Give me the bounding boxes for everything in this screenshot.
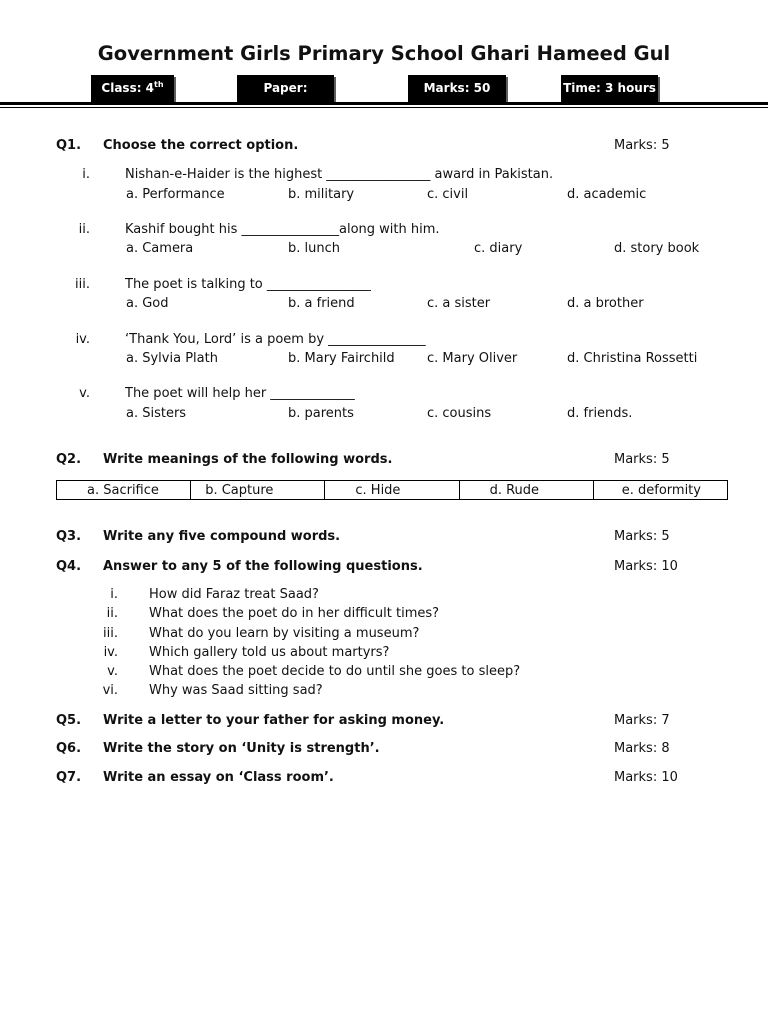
q5-marks: Marks: 7: [614, 713, 670, 728]
word-cell: e. deformity: [593, 481, 727, 500]
word-cell: d. Rude: [459, 481, 593, 500]
option-d: d. Christina Rossetti: [567, 351, 698, 366]
q1-text: Choose the correct option.: [103, 138, 299, 153]
q1-number: Q1.: [56, 138, 82, 153]
option-a: a. Sisters: [126, 406, 187, 421]
q6-text: Write the story on ‘Unity is strength’.: [103, 741, 380, 756]
word-cell: a. Sacrifice: [57, 481, 191, 500]
q4-item-number: v.: [107, 664, 118, 679]
q4-item-text: What does the poet do in her difficult times?: [149, 606, 440, 621]
option-d: d. academic: [567, 187, 647, 202]
option-b: b. military: [288, 187, 355, 202]
q4-text: Answer to any 5 of the following questions.: [103, 559, 423, 574]
q6-number: Q6.: [56, 741, 82, 756]
time-box: Time: 3 hours: [561, 75, 658, 102]
table-row: [57, 481, 728, 500]
q6-marks: Marks: 8: [614, 741, 670, 756]
q4-item-number: iii.: [103, 626, 118, 641]
option-b: b. a friend: [288, 296, 355, 311]
q4-marks: Marks: 10: [614, 559, 678, 574]
option-a: a. God: [126, 296, 169, 311]
class-box: [91, 75, 174, 102]
class-superscript: th: [154, 80, 164, 89]
option-b: b. Mary Fairchild: [288, 351, 395, 366]
option-c: c. diary: [474, 241, 523, 256]
q5-text: Write a letter to your father for asking money.: [103, 713, 445, 728]
q4-item-text: Why was Saad sitting sad?: [149, 683, 323, 698]
option-c: c. cousins: [427, 406, 492, 421]
option-d: d. friends.: [567, 406, 633, 421]
q1-item-number: i.: [82, 167, 90, 182]
q1-item-stem: The poet is talking to ________________: [125, 277, 371, 292]
q1-item-number: ii.: [78, 222, 90, 237]
word-cell: c. Hide: [325, 481, 459, 500]
words-table: [56, 480, 728, 500]
q4-item-number: ii.: [106, 606, 118, 621]
q5-number: Q5.: [56, 713, 82, 728]
q4-item-text: Which gallery told us about martyrs?: [149, 645, 390, 660]
q1-item-stem: ‘Thank You, Lord’ is a poem by _______________: [125, 332, 426, 347]
q1-item-stem: Kashif bought his _______________along with him.: [125, 222, 440, 237]
q2-text: Write meanings of the following words.: [103, 452, 393, 467]
marks-box: Marks: 50: [408, 75, 506, 102]
paper-box: Paper: English: [237, 75, 334, 102]
q2-number: Q2.: [56, 452, 82, 467]
q1-item-stem: The poet will help her _____________: [125, 386, 355, 401]
option-c: c. Mary Oliver: [427, 351, 518, 366]
q1-item-stem: Nishan-e-Haider is the highest ________________ award in Pakistan.: [125, 167, 554, 182]
q4-item-text: What does the poet decide to do until she goes to sleep?: [149, 664, 521, 679]
option-c: c. civil: [427, 187, 469, 202]
option-d: d. story book: [614, 241, 700, 256]
q4-item-number: iv.: [103, 645, 118, 660]
header-rule-thick: [0, 102, 768, 105]
q4-item-text: What do you learn by visiting a museum?: [149, 626, 420, 641]
q2-marks: Marks: 5: [614, 452, 670, 467]
q7-number: Q7.: [56, 770, 82, 785]
word-cell: b. Capture: [191, 481, 325, 500]
q3-marks: Marks: 5: [614, 529, 670, 544]
option-d: d. a brother: [567, 296, 644, 311]
q1-item-number: v.: [79, 386, 90, 401]
q1-item-number: iv.: [75, 332, 90, 347]
q1-marks: Marks: 5: [614, 138, 670, 153]
q3-text: Write any five compound words.: [103, 529, 341, 544]
option-a: a. Sylvia Plath: [126, 351, 218, 366]
q7-text: Write an essay on ‘Class room’.: [103, 770, 334, 785]
option-b: b. lunch: [288, 241, 340, 256]
q4-item-number: i.: [110, 587, 118, 602]
q1-item-number: iii.: [75, 277, 90, 292]
q4-item-text: How did Faraz treat Saad?: [149, 587, 319, 602]
q3-number: Q3.: [56, 529, 82, 544]
option-a: a. Performance: [126, 187, 225, 202]
header-rule-thin: [0, 107, 768, 108]
q7-marks: Marks: 10: [614, 770, 678, 785]
option-b: b. parents: [288, 406, 354, 421]
option-c: c. a sister: [427, 296, 491, 311]
q4-number: Q4.: [56, 559, 82, 574]
school-title: Government Girls Primary School Ghari Hameed Gul: [97, 42, 671, 65]
class-label: Class: 4: [101, 81, 155, 95]
option-a: a. Camera: [126, 241, 194, 256]
q4-item-number: vi.: [102, 683, 118, 698]
